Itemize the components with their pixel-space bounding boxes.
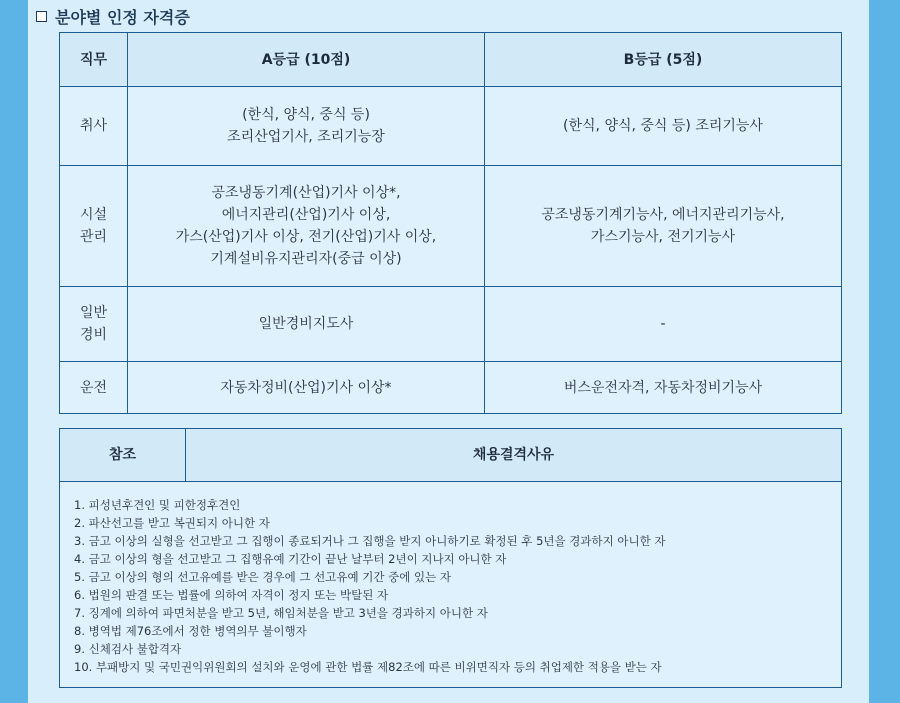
job-label: 시설 xyxy=(79,207,108,223)
cert-line: 가스(산업)기사 이상, 전기(산업)기사 이상, xyxy=(175,229,437,245)
grade-a-cell xyxy=(128,287,485,362)
table-row xyxy=(60,362,842,414)
cert-line: 자동차정비(산업)기사 이상* xyxy=(220,379,392,396)
disqualification-table xyxy=(59,428,842,688)
disqualification-list-cell xyxy=(60,482,842,688)
header-grade-a: A등급 (10점) xyxy=(128,33,485,87)
list-item: 2. 파산선고를 받고 복권되지 아니한 자 xyxy=(74,516,270,530)
section-title-text: 분야별 인정 자격증 xyxy=(55,7,190,27)
header-grade-b: B등급 (5점) xyxy=(485,33,842,87)
grade-b-cell xyxy=(485,87,842,166)
certificate-table xyxy=(59,32,842,414)
table-row xyxy=(60,166,842,287)
cert-line: 가스기능사, 전기기능사 xyxy=(590,229,736,245)
list-item: 6. 법원의 판결 또는 법률에 의하여 자격이 정지 또는 박탈된 자 xyxy=(74,588,389,602)
list-item: 7. 징계에 의하여 파면처분을 받고 5년, 해임처분을 받고 3년을 경과하지 아니한 자 xyxy=(74,606,488,620)
cert-line: (한식, 양식, 중식 등) 조리기능사 xyxy=(563,118,763,134)
header-disqualification: 채용결격사유 xyxy=(186,429,842,482)
list-item: 4. 금고 이상의 형을 선고받고 그 집행유예 기간이 끝난 날부터 2년이 지나지 아니한 자 xyxy=(74,552,507,566)
job-label: 운전 xyxy=(79,379,108,396)
cert-line: 버스운전자격, 자동차정비기능사 xyxy=(563,379,763,396)
job-cell xyxy=(60,287,128,362)
job-label: 경비 xyxy=(79,327,108,343)
section-title xyxy=(36,2,190,30)
disqualification-list xyxy=(74,496,827,676)
job-label: 취사 xyxy=(79,118,108,134)
job-label: 관리 xyxy=(79,229,108,245)
grade-a-cell xyxy=(128,166,485,287)
header-reference: 참조 xyxy=(60,429,186,482)
cert-line: 일반경비지도사 xyxy=(258,316,354,332)
grade-b-cell xyxy=(485,362,842,414)
cert-line: 공조냉동기계(산업)기사 이상*, xyxy=(211,185,401,201)
table-header-row xyxy=(60,33,842,87)
checkbox-icon xyxy=(36,11,47,22)
table-row xyxy=(60,482,842,688)
table-row xyxy=(60,87,842,166)
job-cell xyxy=(60,87,128,166)
header-job: 직무 xyxy=(60,33,128,87)
list-item: 5. 금고 이상의 형의 선고유예를 받은 경우에 그 선고유예 기간 중에 있는 자 xyxy=(74,570,451,584)
table-row xyxy=(60,287,842,362)
list-item: 1. 피성년후견인 및 피한정후견인 xyxy=(74,498,241,512)
grade-b-cell xyxy=(485,166,842,287)
table-header-row xyxy=(60,429,842,482)
grade-a-cell xyxy=(128,362,485,414)
list-item: 10. 부패방지 및 국민권익위원회의 설치와 운영에 관한 법률 제82조에 따른 비위면직자 등의 취업제한 적용을 받는 자 xyxy=(74,660,662,674)
list-item: 9. 신체검사 불합격자 xyxy=(74,642,182,656)
cert-line: 기계설비유지관리자(중급 이상) xyxy=(210,251,402,267)
list-item: 8. 병역법 제76조에서 정한 병역의무 불이행자 xyxy=(74,624,307,638)
grade-b-cell xyxy=(485,287,842,362)
job-label: 일반 xyxy=(79,305,108,321)
job-cell xyxy=(60,362,128,414)
cert-line: - xyxy=(660,316,666,332)
grade-a-cell xyxy=(128,87,485,166)
list-item: 3. 금고 이상의 실형을 선고받고 그 집행이 종료되거나 그 집행을 받지 아니하기로 확정된 후 5년을 경과하지 아니한 자 xyxy=(74,534,666,548)
cert-line: 조리산업기사, 조리기능장 xyxy=(227,129,385,145)
cert-line: 공조냉동기계기능사, 에너지관리기능사, xyxy=(541,207,785,223)
cert-line: (한식, 양식, 중식 등) xyxy=(242,107,370,123)
cert-line: 에너지관리(산업)기사 이상, xyxy=(221,207,391,223)
job-cell xyxy=(60,166,128,287)
